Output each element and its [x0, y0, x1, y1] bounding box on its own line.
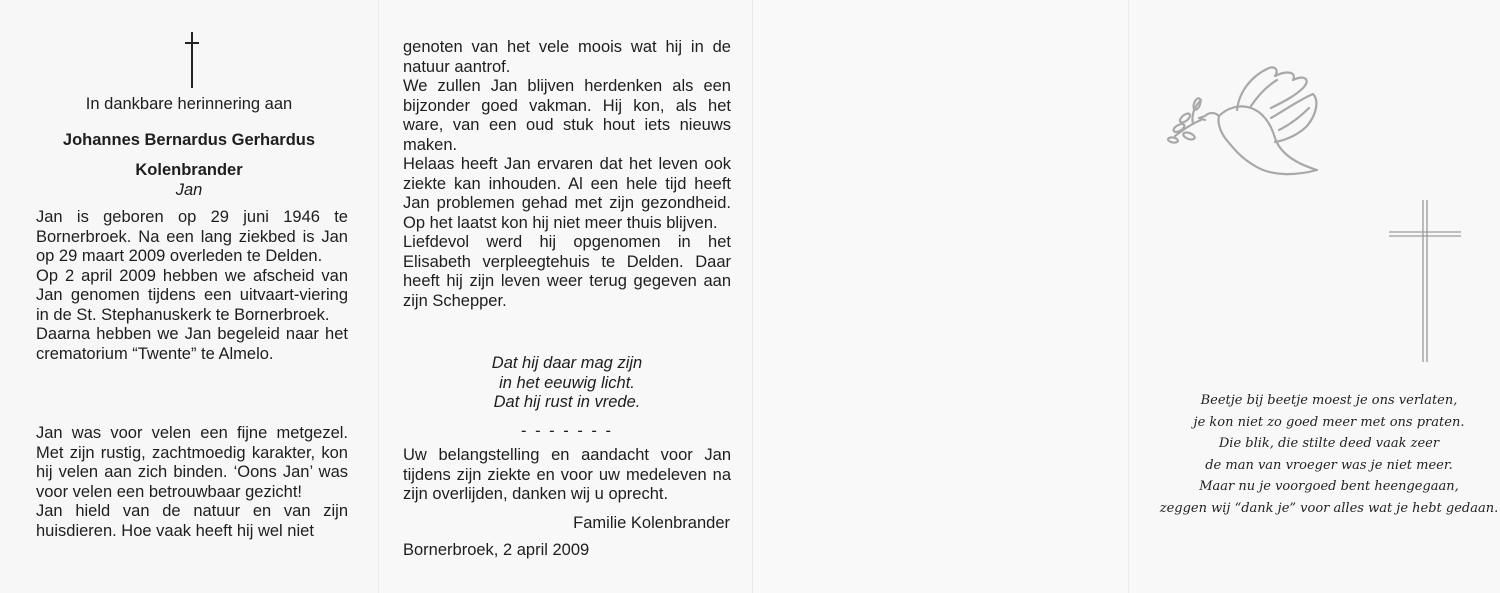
deceased-surname: Kolenbrander [135, 161, 243, 179]
card-panel-left [0, 0, 378, 593]
prayer-verse [403, 354, 731, 413]
card-panel-blank [752, 0, 1128, 593]
dove-icon [1167, 58, 1327, 186]
intro-text: In dankbare herinnering aan [85, 95, 293, 113]
verse-line: Dat hij daar mag zijn [491, 354, 643, 372]
verse-line: in het eeuwig licht. [499, 373, 635, 392]
verse-line: Dat hij rust in vrede. [493, 393, 641, 411]
poem-line: zeggen wij “dank je” voor alles wat je hebt gedaan. [1159, 500, 1499, 516]
card-panel-middle [378, 0, 752, 593]
deceased-name: Johannes Bernardus Gerhardus [62, 131, 316, 149]
memorial-poem [1149, 390, 1500, 520]
signature: Familie Kolenbrander [573, 514, 730, 532]
deceased-nickname: Jan [175, 181, 203, 199]
poem-line: Beetje bij beetje moest je ons verlaten, [1200, 393, 1458, 408]
thanks-paragraph: Uw belangstelling en aandacht voor Jan tijdens zijn ziekte en voor uw medeleven na zijn overlijden, danken wij u oprecht. [403, 446, 731, 503]
biography-paragraph-1: Jan is geboren op 29 juni 1946 te Bornerbroek. Na een lang ziekbed is Jan op 29 maart 2009 overleden te Delden. Op 2 april 2009 hebben we afscheid van Jan genomen tijdens een uitvaart-viering in de St. Stephanuskerk te Bornerbroek. Daarna hebben we Jan begeleid naar het crematorium “Twente” te Almelo. [36, 208, 348, 363]
cross-icon [185, 32, 199, 88]
poem-line: Maar nu je voorgoed bent heengegaan, [1199, 479, 1459, 495]
poem-line: de man van vroeger was je niet meer. [1205, 457, 1453, 473]
poem-line: Die blik, die stilte deed vaak zeer [1218, 436, 1440, 452]
biography-continuation: genoten van het vele moois wat hij in de natuur aantrof. We zullen Jan blijven herdenken als een bijzonder goed vakman. Hij kon, als het ware, van een oud stuk hout iets nieuws maken. Helaas heeft Jan ervaren dat het leven ook ziekte kan inhouden. Al een hele tijd heeft Jan problemen gehad met zijn gezondheid. Op het laatst kon hij niet meer thuis blijven. Liefdevol werd hij opgenomen in het Elisabeth verpleegtehuis te Delden. Daar heeft hij zijn leven weer terug gegeven aan zijn Schepper. [403, 38, 731, 310]
poem-line: je kon niet zo goed meer met ons praten. [1193, 414, 1465, 430]
card-panel-right [1128, 0, 1500, 593]
biography-paragraph-2: Jan was voor velen een fijne metgezel. Met zijn rustig, zachtmoedig karakter, kon hij velen aan zich binden. ‘Oons Jan’ was voor velen een betrouwbaar gezicht! Jan hield van de natuur en van zijn huisdieren. Hoe vaak heeft hij wel niet [36, 424, 348, 540]
place-date: Bornerbroek, 2 april 2009 [403, 541, 590, 559]
double-cross-icon [1385, 196, 1465, 366]
separator: - - - - - - - [521, 422, 613, 440]
